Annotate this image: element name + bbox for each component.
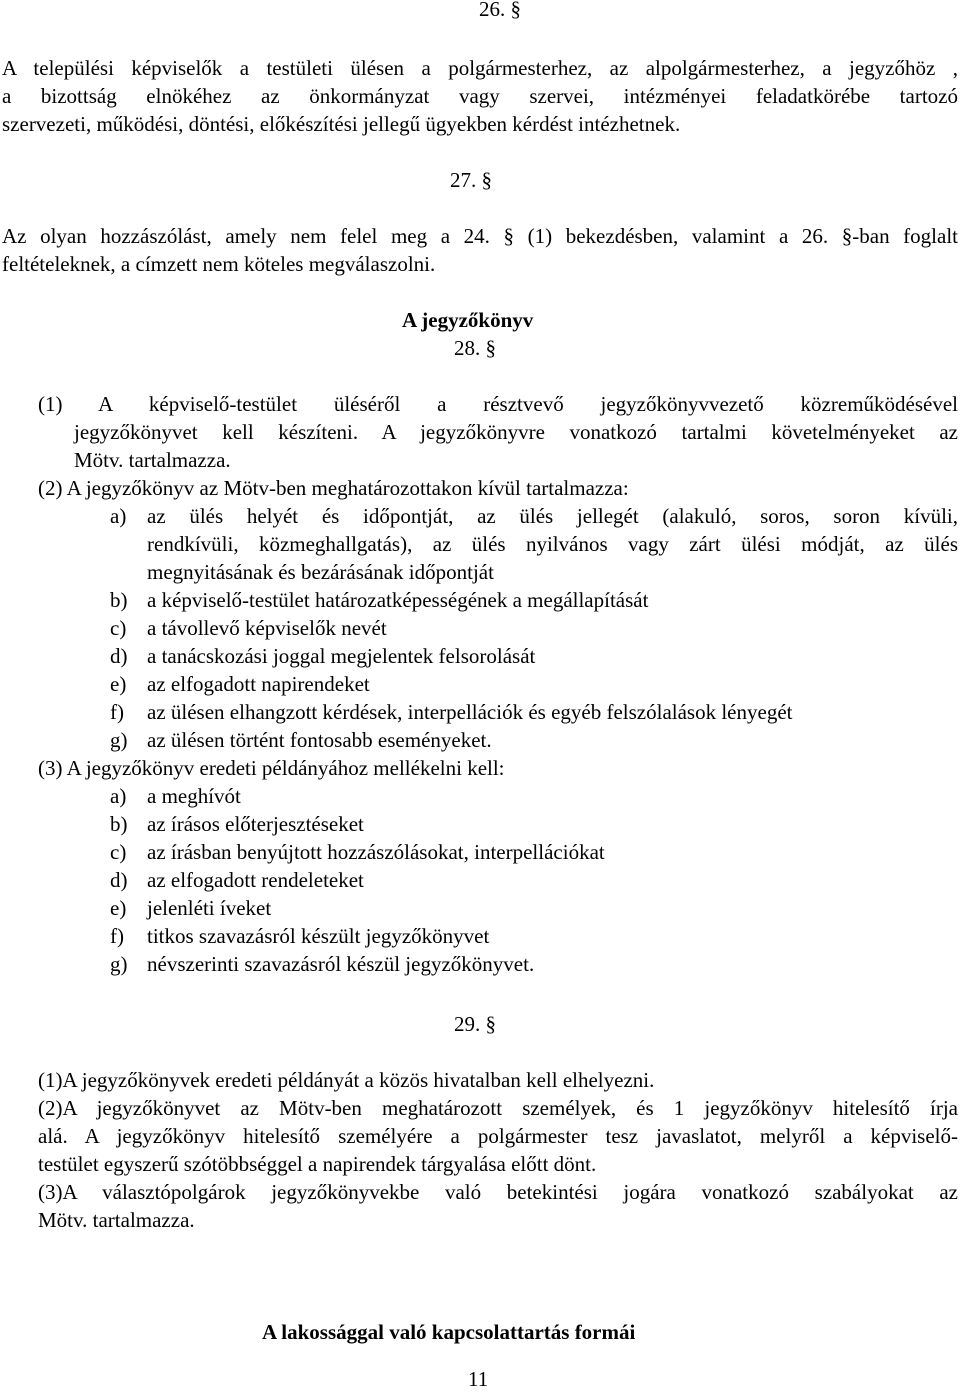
s28-p1-line-3: Mötv. tartalmazza.: [74, 448, 231, 472]
s28-p3-item-f-label: f): [110, 924, 124, 948]
s27-line-2: feltételeknek, a címzett nem köteles megválaszolni.: [2, 252, 436, 276]
s29-line-5: (3)A választópolgárok jegyzőkönyvekbe való betekintési jogára vonatkozó szabályokat az: [38, 1180, 958, 1204]
s27-line-1: Az olyan hozzászólást, amely nem felel meg a 24. § (1) bekezdésben, valamint a 26. §-ban foglalt: [2, 224, 958, 248]
s28-p3-item-a-text: a meghívót: [147, 784, 241, 808]
s28-p3-item-b-text: az írásos előterjesztéseket: [147, 812, 364, 836]
page-number: 11: [468, 1367, 489, 1391]
s26-line-3: szervezeti, működési, döntési, előkészítési jellegű ügyekben kérdést intézhetnek.: [2, 112, 681, 136]
footer-section-heading: A lakossággal való kapcsolattartás formái: [262, 1320, 636, 1344]
s28-p2-item-f-text: az ülésen elhangzott kérdések, interpellációk és egyéb felszólalások lényegét: [147, 700, 793, 724]
s28-p2-item-a-line-3: megnyitásának és bezárásának időpontját: [147, 560, 494, 584]
s29-line-3: alá. A jegyzőkönyv hitelesítő személyére a polgármester tesz javaslatot, melyről a képviselő-: [38, 1124, 958, 1148]
s28-p3-item-a-label: a): [110, 784, 127, 808]
s28-p1-line-1: (1) A képviselő-testület üléséről a résztvevő jegyzőkönyvvezető közreműködésével: [38, 392, 958, 416]
s28-p2-item-d-label: d): [110, 644, 128, 668]
s28-p3-item-g-text: névszerinti szavazásról készül jegyzőkönyvet.: [147, 952, 535, 976]
s28-p2-item-c-text: a távollevő képviselők nevét: [147, 616, 387, 640]
s28-p2-item-e-label: e): [110, 672, 127, 696]
s28-p2-intro: (2) A jegyzőkönyv az Mötv-ben meghatározottakon kívül tartalmazza:: [38, 476, 629, 500]
s28-p2-item-g-label: g): [110, 728, 128, 752]
s29-line-1: (1)A jegyzőkönyvek eredeti példányát a közös hivatalban kell elhelyezni.: [38, 1068, 655, 1092]
s28-p2-item-a-line-2: rendkívüli, közmeghallgatás), az ülés nyilvános vagy zárt ülési módját, az ülés: [147, 532, 958, 556]
section-28-heading: 28. §: [454, 336, 496, 360]
s28-p2-item-b-text: a képviselő-testület határozatképességének a megállapítását: [147, 588, 649, 612]
s29-line-6: Mötv. tartalmazza.: [38, 1208, 195, 1232]
s26-line-1: A települési képviselők a testületi ülésen a polgármesterhez, az alpolgármesterhez, a jegyzőhöz ,: [2, 56, 958, 80]
s28-p2-item-d-text: a tanácskozási joggal megjelentek felsorolását: [147, 644, 536, 668]
s28-p2-item-b-label: b): [110, 588, 128, 612]
s28-p3-item-d-text: az elfogadott rendeleteket: [147, 868, 364, 892]
section-27-heading: 27. §: [450, 168, 492, 192]
s28-p3-item-e-text: jelenléti íveket: [147, 896, 272, 920]
s28-p3-item-f-text: titkos szavazásról készült jegyzőkönyvet: [147, 924, 490, 948]
s28-p3-item-b-label: b): [110, 812, 128, 836]
s28-p3-item-e-label: e): [110, 896, 127, 920]
s29-line-2: (2)A jegyzőkönyvet az Mötv-ben meghatározott személyek, és 1 jegyzőkönyv hitelesítő írja: [38, 1096, 958, 1120]
s28-p3-item-c-label: c): [110, 840, 127, 864]
s28-p3-item-g-label: g): [110, 952, 128, 976]
section-29-heading: 29. §: [454, 1012, 496, 1036]
s29-line-4: testület egyszerű szótöbbséggel a napirendek tárgyalása előtt dönt.: [38, 1152, 597, 1176]
s28-p3-item-d-label: d): [110, 868, 128, 892]
jegyzokonyv-title: A jegyzőkönyv: [402, 308, 534, 332]
s28-p2-item-e-text: az elfogadott napirendeket: [147, 672, 370, 696]
s28-p2-item-c-label: c): [110, 616, 127, 640]
section-26-heading: 26. §: [479, 0, 521, 21]
s28-p3-item-c-text: az írásban benyújtott hozzászólásokat, interpellációkat: [147, 840, 605, 864]
s28-p3-intro: (3) A jegyzőkönyv eredeti példányához mellékelni kell:: [38, 756, 505, 780]
s28-p2-item-a-label: a): [110, 504, 127, 528]
s28-p2-item-g-text: az ülésen történt fontosabb eseményeket.: [147, 728, 492, 752]
s28-p1-line-2: jegyzőkönyvet kell készíteni. A jegyzőkönyvre vonatkozó tartalmi követelményeket az: [74, 420, 958, 444]
s28-p2-item-a-line-1: az ülés helyét és időpontját, az ülés jellegét (alakuló, soros, soron kívüli,: [147, 504, 958, 528]
s28-p2-item-f-label: f): [110, 700, 124, 724]
s26-line-2: a bizottság elnökéhez az önkormányzat vagy szervei, intézményei feladatkörébe tartozó: [2, 84, 958, 108]
